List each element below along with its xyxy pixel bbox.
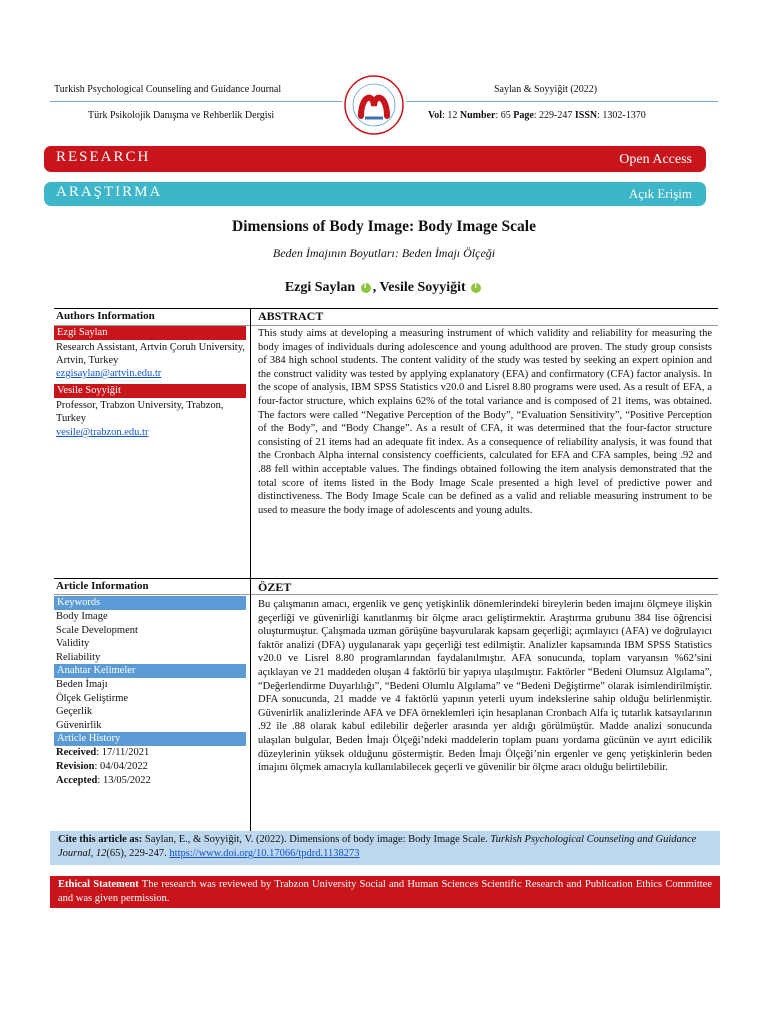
article-info-heading: Article Information xyxy=(56,580,149,592)
author-1-affiliation: Research Assistant, Artvin Çoruh University, Artvin, Turkey xyxy=(56,342,245,366)
article-history xyxy=(56,746,246,788)
volume-info: Vol: 12 Number: 65 Page: 229-247 ISSN: 1302-1370 xyxy=(428,110,646,121)
paper-title: Dimensions of Body Image: Body Image Scale xyxy=(232,218,536,235)
journal-title-tr: Türk Psikolojik Danışma ve Rehberlik Dergisi xyxy=(88,110,275,121)
anahtar-kelimeler-bar: Anahtar Kelimeler xyxy=(54,664,246,678)
header-rule-right xyxy=(406,101,718,102)
list-item: Güvenirlik xyxy=(56,719,102,731)
authors-info-heading: Authors Information xyxy=(56,310,155,322)
author-line: Ezgi Saylan i , Vesile Soyyiğit i xyxy=(0,280,768,296)
doi-link[interactable]: https://www.doi.org/10.17066/tpdrd.1138273 xyxy=(169,848,360,859)
open-access-label: Open Access xyxy=(619,152,692,167)
ozet-text: Bu çalışmanın amacı, ergenlik ve genç yetişkinlik dönemlerindeki bireylerin beden imajını ölçmeye ilişkin geçerliği ve güvenirliği kanıtlanmış bir ölçme aracı geliştirmektir. Araştırma grubunu 384 lise öğrencisi oluşturmuştur. Çalışmada uzman görüşüne başvurularak kapsam geçerliği; açımlayıcı (AFA) ve doğrulayıcı faktör analizi (DFA) uygulanarak yapı geçerliği test edilmiştir. Analizler kapsamında IBM SPSS Statistics v20.0 ve Lisrel 8.80 programlarından faydalanılmıştır. AFA sonucunda, toplam varyansın %62’sini açıklayan ve 21 maddeden oluşan 4 faktörlü bir yapıya ulaşılmıştır. Faktörler “Bedeni Olumsuz Algılama”, “Değerlendirme Duyarlılığı”, “Bedeni Olumlu Algılama” ve “Bedeni Değiştirme” olarak isimlendirilmiştir. DFA sonucunda, 21 madde ve 4 faktörlü yapının yeterli uyum indekslerine sahip olduğu belirlenmiştir. Güvenirlik analizlerinde AFA ve DFA örneklemleri için hesaplanan Cronbach Alfa iç tutarlık katsayılarının .92 ile .88 olarak kabul edilebilir değerler arasında yer aldığı görülmüştür. Madde analizi sonucunda ulaşılan bulgular, Beden İmajı Ölçeği’ndeki maddelerin toplam puanı yordama gücünün ve ayırt edicilik düzeylerinin yüksek olduğunu göstermiştir. Beden İmajı Ölçeği’nin ergenler ve genç yetişkinlerin beden imajını ölçmek amacıyla kullanılabilecek geçerli ve güvenilir bir ölçme aracı olduğu belirtilebilir. xyxy=(258,599,712,774)
revision-date: Revision: 04/04/2022 xyxy=(56,761,148,772)
received-date: Received: 17/11/2021 xyxy=(56,747,150,758)
rule-mid xyxy=(54,578,718,579)
research-band xyxy=(44,146,706,172)
list-item: Reliability xyxy=(56,651,101,663)
accepted-date: Accepted: 13/05/2022 xyxy=(56,775,151,786)
acik-erisim-label: Açık Erişim xyxy=(628,186,692,201)
list-item: Beden İmajı xyxy=(56,679,108,690)
author-2-affiliation: Professor, Trabzon University, Trabzon, Turkey xyxy=(56,400,224,424)
author-1-email-link[interactable]: ezgisaylan@artvin.edu.tr xyxy=(56,368,162,379)
list-item: Scale Development xyxy=(56,624,138,636)
author-2-email-link[interactable]: vesile@trabzon.edu.tr xyxy=(56,427,149,438)
cite-label: Cite this article as: xyxy=(58,834,143,845)
ethics-box xyxy=(50,876,720,908)
ozet-heading: ÖZET xyxy=(258,580,292,594)
author-2-name-bar: Vesile Soyyiğit xyxy=(54,384,246,398)
cite-issue: (65), 229-247. xyxy=(106,848,167,859)
orcid-icon[interactable] xyxy=(361,283,371,293)
cite-box xyxy=(50,831,720,865)
rule-top xyxy=(54,308,718,309)
keywords-bar: Keywords xyxy=(54,596,246,610)
list-item: Geçerlik xyxy=(56,706,93,717)
author-1-name-bar: Ezgi Saylan xyxy=(54,326,246,340)
orcid-icon[interactable] xyxy=(471,283,481,293)
arastirma-band xyxy=(44,182,706,206)
list-item: Ölçek Geliştirme xyxy=(56,692,129,704)
author-2: Vesile Soyyiğit xyxy=(379,280,466,295)
header-rule-left xyxy=(50,101,342,102)
abstract-heading: ABSTRACT xyxy=(258,309,324,323)
anahtar-list xyxy=(56,678,246,732)
journal-title-en: Turkish Psychological Counseling and Guidance Journal xyxy=(54,84,282,95)
citation-short: Saylan & Soyyiğit (2022) xyxy=(494,84,598,95)
author-1: Ezgi Saylan xyxy=(284,280,356,295)
journal-logo-icon xyxy=(343,74,405,136)
arastirma-label: ARAŞTIRMA xyxy=(56,184,163,200)
ethics-label: Ethical Statement xyxy=(58,879,139,890)
keywords-list xyxy=(56,610,246,664)
paper-subtitle: Beden İmajının Boyutları: Beden İmajı Ölçeği xyxy=(272,246,496,260)
rule-mid-sub xyxy=(54,594,718,595)
cite-text: Saylan, E., & Soyyiğit, V. (2022). Dimensions of body image: Body Image Scale. xyxy=(144,834,488,845)
abstract-text: This study aims at developing a measuring instrument of which validity and reliability for measuring the body images of individuals during adolescence and young adulthood are proven. The study group consists of 384 high school students. The content validity of the study was tested by seeking an expert opinion and the construct validity was tested by applying explanatory (EFA) and confirmatory (CFA) factor analysis. In the scope of analysis, IBM SPSS Statistics v20.0 and Lisrel 8.80 programs were used. As a result of EFA, a four-factor structure, which explains 62% of the total variance and is composed of 21 items, was obtained. The factors were called “Negative Perception of the Body”, “Evaluation Sensitivity”, “Positive Perception of the Body”, and “Body Change”. As a result of CFA, it was determined that the four-factor structure consisting of 21 items had an adequate fit index. As a consequence of reliability analysis, it was found that the Cronbach Alpha internal consistency coefficients, calculated for EFA and CFA samples, being .92 and .88 fell within acceptable values. The findings obtained following the item analysis demonstrated that the total score of items listed in the Body Image Scale presented a high level of predictive power and distinctiveness. The Body Image Scale can be defined as a valid and reliable measuring instrument to be used to measure the body image of adolescents and young adults. xyxy=(258,328,712,516)
article-history-bar: Article History xyxy=(54,732,246,746)
research-label: RESEARCH xyxy=(56,149,151,165)
cite-journal: Turkish Psychological Counseling and Guidance Journal, 12 xyxy=(58,834,697,859)
ethics-text: The research was reviewed by Trabzon University Social and Human Sciences Scientific Research and Publication Ethics Committee and was given permission. xyxy=(58,879,713,904)
column-divider xyxy=(250,308,251,832)
list-item: Body Image xyxy=(56,611,108,622)
list-item: Validity xyxy=(56,638,90,649)
